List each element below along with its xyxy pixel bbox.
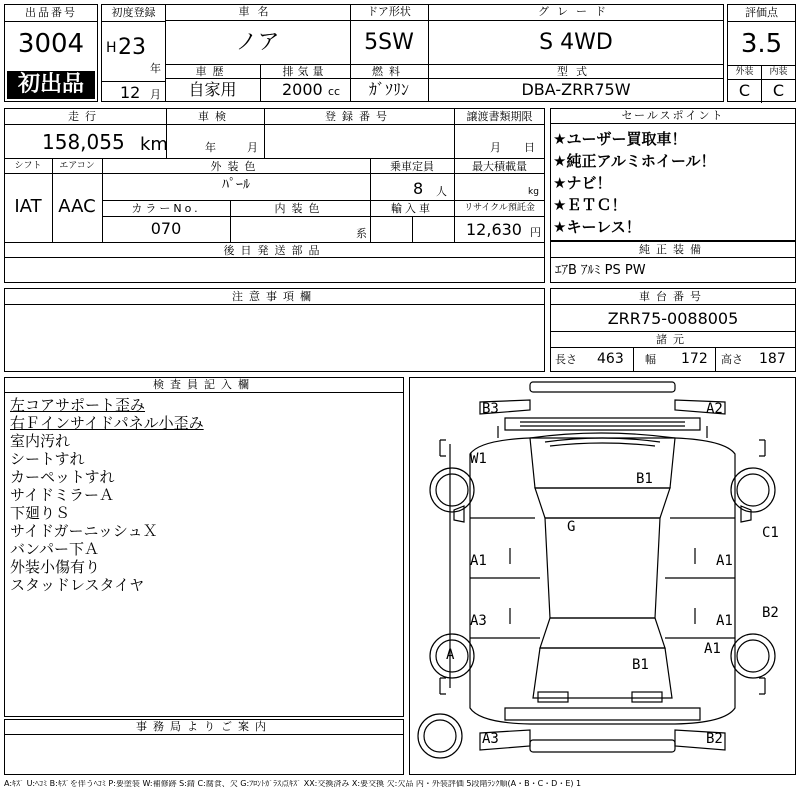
inspector-line-1: 左コアサポート歪み bbox=[10, 396, 146, 414]
load-unit: kg bbox=[528, 187, 539, 197]
damage-hood: B1 bbox=[636, 471, 653, 487]
color-no: 070 bbox=[150, 219, 182, 238]
damage-windshield: W1 bbox=[470, 451, 487, 467]
cc-unit: cc bbox=[328, 85, 341, 98]
damage-rear-right: B2 bbox=[706, 731, 723, 747]
damage-right-rear-door: A1 bbox=[716, 613, 733, 629]
exterior-label: 外装 bbox=[735, 67, 754, 77]
height: 187 bbox=[759, 351, 786, 367]
inspector-line-9: バンパー下Ａ bbox=[10, 540, 99, 558]
shift: IAT bbox=[14, 196, 42, 217]
inspector-line-10: 外装小傷有り bbox=[10, 558, 101, 576]
damage-left-front-door: A1 bbox=[470, 553, 487, 569]
damage-front-left: B3 bbox=[482, 401, 499, 417]
later-parts-label: 後日発送部品 bbox=[223, 244, 326, 257]
damage-rear-left: A3 bbox=[482, 731, 499, 747]
capacity-unit: 人 bbox=[436, 185, 447, 198]
sales-points-label: セールスポイント bbox=[551, 109, 795, 124]
interior-color-label: 内装色 bbox=[274, 202, 326, 215]
fuel: ｶﾞｿﾘﾝ bbox=[368, 80, 409, 99]
inspector-line-2: 右Ｆインサイドパネル小歪み bbox=[10, 414, 204, 432]
legend: A:ｷｽﾞ U:ﾍｺﾐ B:ｷｽﾞを伴うﾍｺﾐ P:要塗装 W:補修跡 S:錆 C:腐食、欠 G:ﾌﾛﾝﾄｶﾞﾗｽ点ｷｽﾞ XX:交換済み X:要交換 欠:欠品 内・外装評価 5段階ﾗﾝｸ順(A・B・C・D・E) 1 bbox=[4, 780, 582, 788]
notes-box bbox=[4, 288, 545, 372]
score: 3.5 bbox=[740, 29, 783, 59]
chassis-box bbox=[550, 288, 796, 372]
displacement: 2000 bbox=[282, 80, 323, 99]
inspector-line-4: シートすれ bbox=[10, 450, 85, 468]
height-label: 高さ bbox=[721, 353, 743, 366]
inspector-label: 検査員記入欄 bbox=[5, 378, 403, 393]
model-label: 型式 bbox=[557, 65, 595, 78]
width: 172 bbox=[681, 351, 708, 367]
lot-box bbox=[4, 4, 98, 102]
exterior-grade: C bbox=[738, 81, 751, 100]
damage-left-rear-wheel: A bbox=[446, 647, 455, 663]
length: 463 bbox=[597, 351, 624, 367]
office-box bbox=[4, 719, 404, 775]
damage-right-quarter: B2 bbox=[762, 605, 779, 621]
mileage: 158,055 bbox=[42, 130, 125, 154]
recycle-label: リサイクル預託金 bbox=[464, 203, 535, 213]
damage-roof: G bbox=[567, 519, 576, 535]
damage-front-right: A2 bbox=[706, 401, 723, 417]
shift-label: シフト bbox=[14, 161, 42, 171]
equipment-value: ｴｱB ｱﾙﾐ PS PW bbox=[555, 263, 646, 278]
inspector-line-11: スタッドレスタイヤ bbox=[10, 576, 145, 594]
sales-points-box bbox=[550, 108, 796, 241]
sales-point-3: ★ナビ！ bbox=[553, 174, 612, 192]
sales-point-2: ★純正アルミホイール！ bbox=[553, 152, 716, 170]
grade: S 4WD bbox=[539, 30, 613, 55]
score-box bbox=[727, 4, 796, 102]
inspector-line-6: サイドミラーＡ bbox=[10, 486, 114, 504]
length-label: 長さ bbox=[555, 353, 577, 366]
ac: AAC bbox=[58, 196, 96, 217]
capacity-label: 乗車定員 bbox=[390, 160, 434, 173]
lot-number: 3004 bbox=[17, 29, 85, 59]
color-no-label: カラーNo. bbox=[131, 202, 201, 215]
first-reg-box bbox=[101, 4, 166, 102]
notes-label: 注意事項欄 bbox=[5, 289, 544, 305]
reg-month: 12 bbox=[120, 83, 141, 102]
sales-point-1: ★ユーザー買取車！ bbox=[553, 130, 687, 148]
insp-month-unit: 月 bbox=[247, 141, 258, 154]
grade-label: グレード bbox=[538, 5, 614, 18]
mileage-label: 走行 bbox=[68, 110, 102, 123]
office-label: 事務局よりご案内 bbox=[5, 720, 403, 735]
capacity: 8 bbox=[413, 179, 424, 198]
inspector-box bbox=[4, 377, 404, 717]
door-label: ドア形状 bbox=[367, 5, 411, 18]
score-label: 評価点 bbox=[728, 5, 795, 22]
inspector-line-7: 下廻りＳ bbox=[10, 504, 71, 522]
color-label: 外装色 bbox=[210, 160, 262, 173]
deadline-label: 譲渡書類期限 bbox=[466, 110, 533, 123]
equipment-label: 純正装備 bbox=[551, 242, 795, 258]
lot-label: 出品番号 bbox=[5, 5, 97, 22]
reg-year: 23 bbox=[118, 35, 146, 60]
first-reg-label: 初度登録 bbox=[102, 5, 165, 22]
damage-right-rear: A1 bbox=[704, 641, 721, 657]
era: H bbox=[106, 40, 117, 56]
history-label: 車歴 bbox=[195, 65, 230, 78]
displacement-label: 排気量 bbox=[282, 65, 328, 78]
insp-year-unit: 年 bbox=[205, 141, 216, 154]
yen-unit: 円 bbox=[530, 226, 541, 239]
car-diagram-box bbox=[409, 377, 796, 775]
inspector-line-5: カーペットすれ bbox=[10, 468, 115, 486]
interior-grade: C bbox=[772, 81, 785, 100]
car-name: ノア bbox=[235, 30, 280, 55]
chassis-number: ZRR75-0088005 bbox=[607, 309, 739, 328]
sales-point-4: ★ＥＴＣ！ bbox=[553, 196, 627, 214]
model-code: DBA-ZRR75W bbox=[521, 80, 631, 99]
reg-no-label: 登録番号 bbox=[325, 110, 393, 123]
exterior-color: ﾊﾟｰﾙ bbox=[222, 177, 250, 193]
first-listing-badge: 初出品 bbox=[7, 71, 95, 99]
interior-label: 内装 bbox=[769, 67, 788, 77]
door-type: 5SW bbox=[364, 30, 414, 55]
equipment-box bbox=[550, 241, 796, 283]
chassis-label: 車台番号 bbox=[551, 289, 795, 305]
import-label: 輸入車 bbox=[391, 202, 433, 215]
inspection-label: 車検 bbox=[198, 110, 232, 123]
interior-color-unit: 系 bbox=[356, 227, 367, 240]
km-unit: km bbox=[140, 134, 168, 155]
inspector-line-3: 室内汚れ bbox=[10, 432, 71, 450]
damage-right-front-door: A1 bbox=[716, 553, 733, 569]
load-label: 最大積載量 bbox=[472, 160, 527, 173]
dims-label: 諸元 bbox=[656, 333, 690, 346]
recycle: 12,630 bbox=[466, 220, 522, 239]
month-unit: 月 bbox=[150, 88, 161, 101]
car-name-label: 車名 bbox=[238, 5, 277, 18]
fuel-label: 燃料 bbox=[372, 65, 406, 78]
damage-left-rear-door: A3 bbox=[470, 613, 487, 629]
history: 自家用 bbox=[188, 80, 237, 99]
sales-point-5: ★キーレス！ bbox=[553, 218, 641, 236]
deadline-month-unit: 月 bbox=[490, 141, 501, 154]
deadline-day-unit: 日 bbox=[524, 141, 535, 154]
ac-label: エアコン bbox=[59, 161, 95, 171]
inspector-line-8: サイドガーニッシュＸ bbox=[10, 522, 158, 540]
damage-right-fender: C1 bbox=[762, 525, 779, 541]
year-unit: 年 bbox=[150, 62, 161, 75]
car-diagram bbox=[410, 378, 795, 774]
damage-tailgate: B1 bbox=[632, 657, 649, 673]
width-label: 幅 bbox=[645, 353, 656, 366]
